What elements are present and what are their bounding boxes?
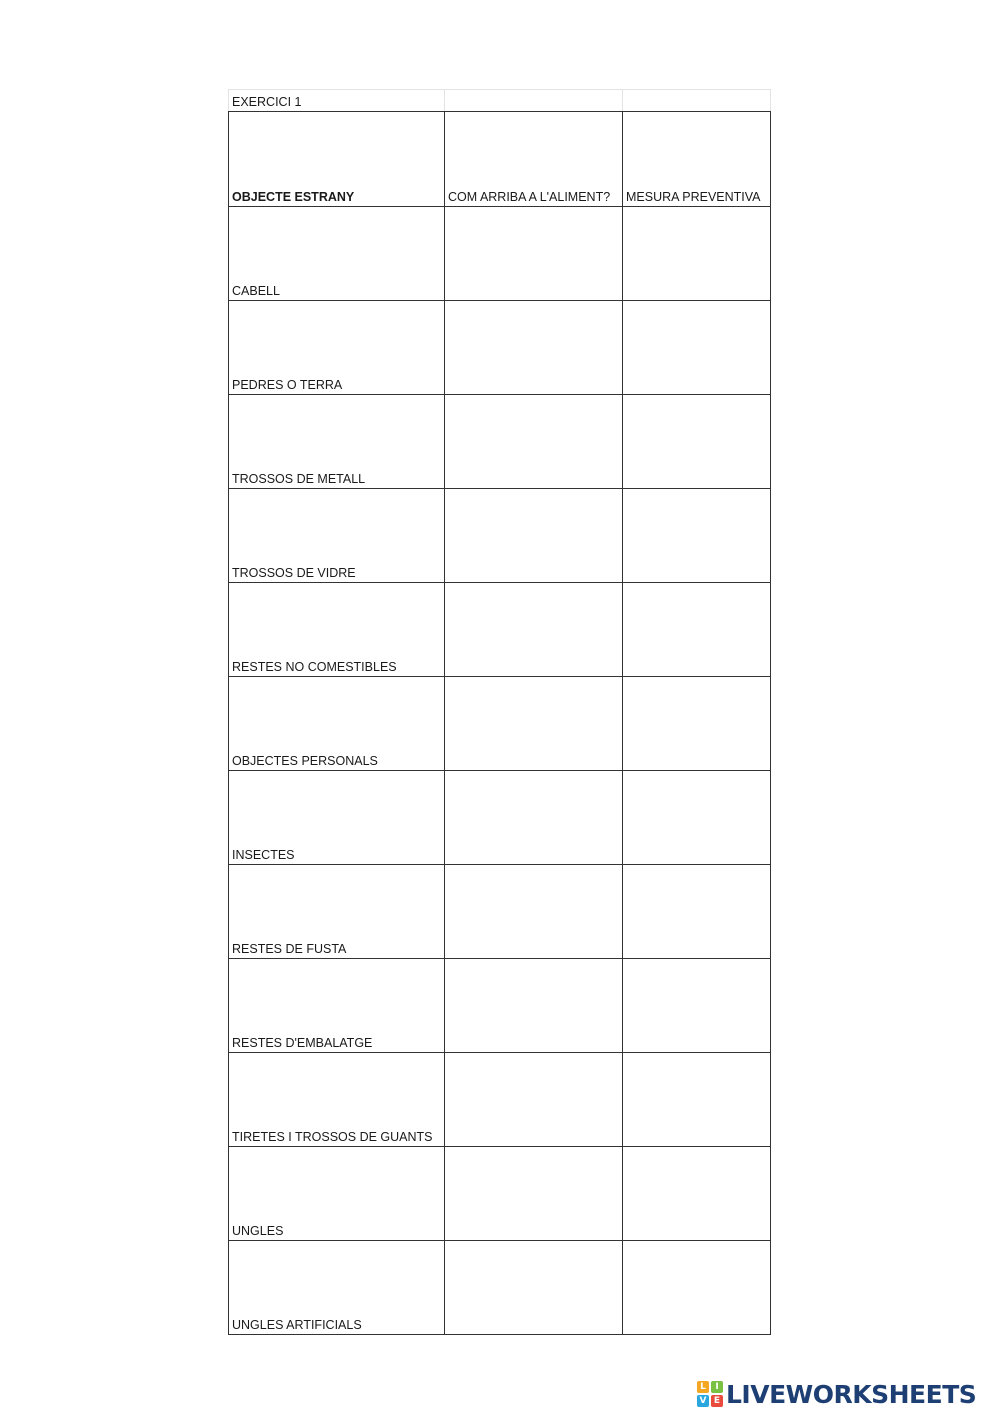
how-answer-cell[interactable] <box>445 583 623 677</box>
prevention-answer-cell[interactable] <box>623 771 771 865</box>
object-cell: RESTES DE FUSTA <box>229 865 445 959</box>
how-answer-cell[interactable] <box>445 1241 623 1335</box>
how-answer-cell[interactable] <box>445 1147 623 1241</box>
logo-mark-icon <box>697 1381 723 1407</box>
title-empty-cell <box>445 90 623 112</box>
how-answer-cell[interactable] <box>445 1053 623 1147</box>
object-cell: TROSSOS DE METALL <box>229 395 445 489</box>
header-prevention: MESURA PREVENTIVA <box>623 112 771 207</box>
table-row <box>229 1147 771 1241</box>
how-answer-cell[interactable] <box>445 959 623 1053</box>
liveworksheets-logo <box>697 1380 976 1408</box>
prevention-answer-cell[interactable] <box>623 959 771 1053</box>
object-cell: UNGLES <box>229 1147 445 1241</box>
table-row <box>229 865 771 959</box>
object-cell: RESTES NO COMESTIBLES <box>229 583 445 677</box>
logo-mark-letter: I <box>711 1381 723 1393</box>
table-row <box>229 489 771 583</box>
prevention-answer-cell[interactable] <box>623 865 771 959</box>
prevention-answer-cell[interactable] <box>623 207 771 301</box>
header-row <box>229 112 771 207</box>
object-cell: OBJECTES PERSONALS <box>229 677 445 771</box>
prevention-answer-cell[interactable] <box>623 677 771 771</box>
prevention-answer-cell[interactable] <box>623 1241 771 1335</box>
prevention-answer-cell[interactable] <box>623 1147 771 1241</box>
object-cell: CABELL <box>229 207 445 301</box>
table-row <box>229 395 771 489</box>
table-row <box>229 301 771 395</box>
logo-text: LIVEWORKSHEETS <box>726 1379 977 1409</box>
how-answer-cell[interactable] <box>445 677 623 771</box>
prevention-answer-cell[interactable] <box>623 489 771 583</box>
how-answer-cell[interactable] <box>445 771 623 865</box>
prevention-answer-cell[interactable] <box>623 1053 771 1147</box>
title-empty-cell <box>623 90 771 112</box>
table-row <box>229 1053 771 1147</box>
exercise-table <box>228 89 771 1335</box>
logo-mark-letter: V <box>697 1395 709 1407</box>
header-how: COM ARRIBA A L'ALIMENT? <box>445 112 623 207</box>
table-row <box>229 583 771 677</box>
how-answer-cell[interactable] <box>445 489 623 583</box>
how-answer-cell[interactable] <box>445 865 623 959</box>
prevention-answer-cell[interactable] <box>623 301 771 395</box>
prevention-answer-cell[interactable] <box>623 395 771 489</box>
prevention-answer-cell[interactable] <box>623 583 771 677</box>
logo-mark-letter: L <box>697 1381 709 1393</box>
logo-mark-letter: E <box>711 1395 723 1407</box>
header-object: OBJECTE ESTRANY <box>229 112 445 207</box>
how-answer-cell[interactable] <box>445 395 623 489</box>
table-row <box>229 771 771 865</box>
object-cell: PEDRES O TERRA <box>229 301 445 395</box>
how-answer-cell[interactable] <box>445 301 623 395</box>
object-cell: UNGLES ARTIFICIALS <box>229 1241 445 1335</box>
table-row <box>229 959 771 1053</box>
worksheet-table-container <box>228 89 770 1335</box>
object-cell: TIRETES I TROSSOS DE GUANTS <box>229 1053 445 1147</box>
exercise-title: EXERCICI 1 <box>229 90 445 112</box>
table-row <box>229 207 771 301</box>
how-answer-cell[interactable] <box>445 207 623 301</box>
title-row <box>229 90 771 112</box>
object-cell: INSECTES <box>229 771 445 865</box>
object-cell: RESTES D'EMBALATGE <box>229 959 445 1053</box>
table-row <box>229 677 771 771</box>
table-row <box>229 1241 771 1335</box>
object-cell: TROSSOS DE VIDRE <box>229 489 445 583</box>
